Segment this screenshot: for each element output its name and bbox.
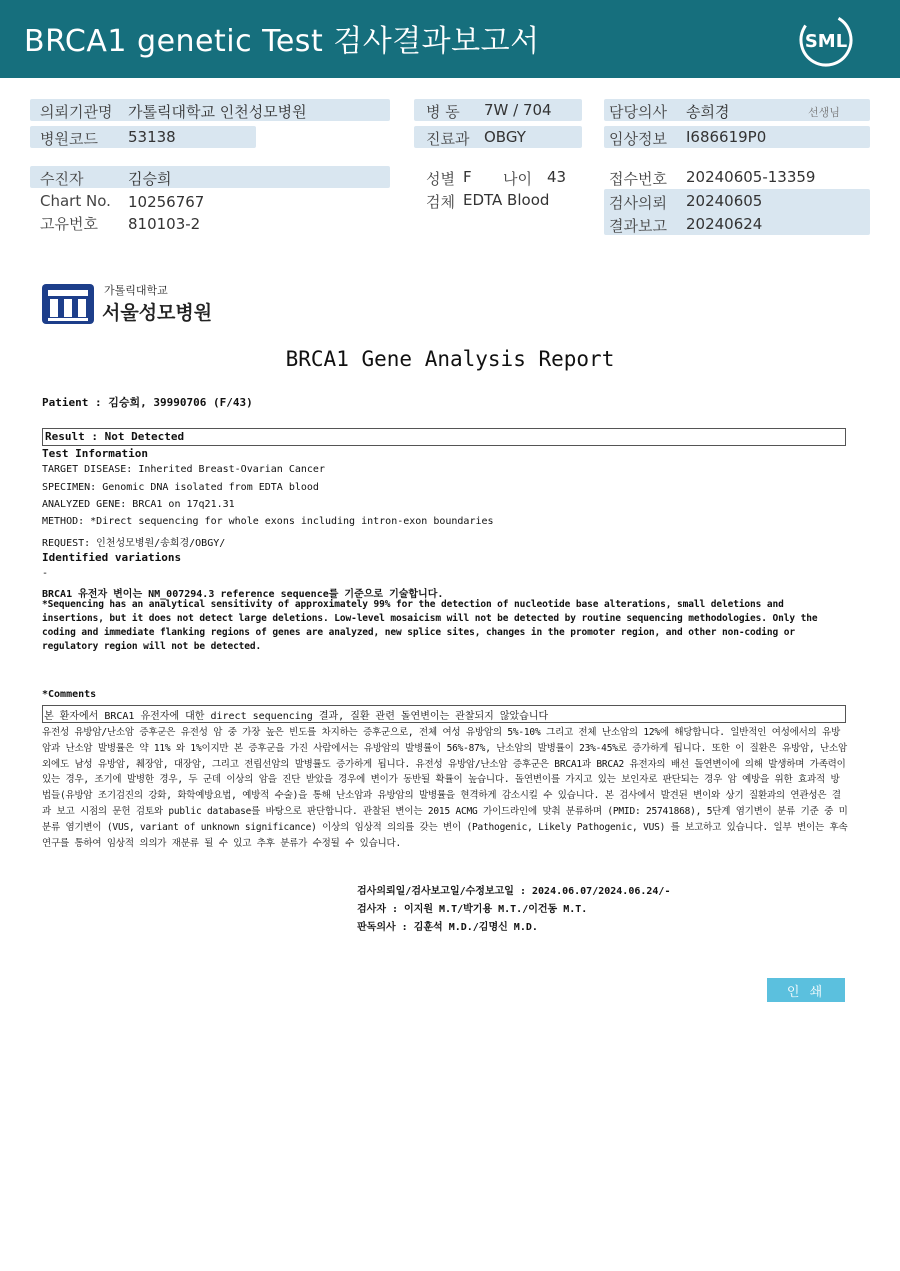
unique-label: 고유번호: [40, 215, 98, 233]
test-info-heading: Test Information: [42, 447, 148, 460]
hospital-logo-line2: 서울성모병원: [102, 302, 213, 324]
patient-bar: [30, 166, 390, 188]
hospital-logo-line1: 가톨릭대학교: [104, 284, 168, 297]
report-patient: Patient : 김승희, 39990706 (F/43): [42, 396, 253, 409]
reference-note: BRCA1 유전자 변이는 NM_007294.3 reference sequence를 기준으로 기술합니다.: [42, 589, 444, 600]
report-result: Result : Not Detected: [45, 430, 185, 443]
result-value: 20240624: [686, 215, 763, 233]
doctor-value: 송희경: [686, 103, 730, 121]
hospital-code-label: 병원코드: [40, 130, 98, 148]
doctor-label: 담당의사: [609, 103, 667, 121]
clinical-label: 임상정보: [609, 130, 667, 148]
hospital-code-value: 53138: [128, 128, 176, 146]
chart-value: 10256767: [128, 193, 205, 211]
identified-heading: Identified variations: [42, 551, 182, 564]
comments-heading: *Comments: [42, 689, 97, 700]
result-label: 결과보고: [609, 217, 667, 235]
specimen-line: SPECIMEN: Genomic DNA isolated from EDTA blood: [42, 482, 319, 493]
hospital-logo: [40, 280, 215, 328]
hospital-emblem-icon: [40, 282, 96, 326]
age-value: 43: [547, 168, 567, 186]
request-line: REQUEST: 인천성모병원/송희경/OBGY/: [42, 538, 226, 549]
comment-summary: 본 환자에서 BRCA1 유전자에 대한 direct sequencing 결과, 질환 관련 돌연변이는 관찰되지 않았습니다: [44, 711, 549, 722]
receipt-label: 접수번호: [609, 170, 667, 188]
identified-value: -: [42, 568, 49, 579]
page-header: [0, 0, 900, 78]
dept-value: OBGY: [484, 128, 526, 146]
analyzed-gene: ANALYZED GENE: BRCA1 on 17q21.31: [42, 499, 235, 510]
sex-value: F: [463, 168, 472, 186]
report-examiner: 검사자 : 이지원 M.T/박기용 M.T./이건동 M.T.: [357, 904, 588, 915]
ward-value: 7W / 704: [484, 101, 552, 119]
logo-text: SML: [804, 31, 848, 52]
chart-label: Chart No.: [40, 192, 111, 210]
clinical-value: I686619P0: [686, 128, 767, 146]
report-dates: 검사의뢰일/검사보고일/수정보고일 : 2024.06.07/2024.06.24/-: [357, 886, 671, 897]
ward-label: 병 동: [426, 103, 460, 121]
comment-body: 유전성 유방암/난소암 증후군은 유전성 암 중 가장 높은 빈도를 차지하는 증후군으로, 전체 여성 유방암의 5%-10% 그리고 전체 난소암의 12%에 해당합니다. 일반적인 여성에서의 유방암과 난소암 발병률은 약 11% 와 1%이지만 본 증후군을 가진 사람에서는 유방암의 발병률이 56%-87%, 난소암의 발병률이 23%-45%로 증가하게 됩니다. 또한 이 질환은 유방암, 난소암 외에도 남성 유방암, 췌장암, 대장암, 그리고 전립선암의 발병률도 증가하게 됩니다. 유전성 유방암/난소암 증후군은 BRCA1과 BRCA2 유전자의 배선 돌연변이에 의해 발생하며 가족력이 있는 경우, 조기에 발병한 경우, 두 군데 이상의 암을 진단 받았을 경우에 변이가 동반될 확률이 높습니다. 돌연변이를 가지고 있는 보인자로 판단되는 경우 암 예방을 위한 효과적 방법들(유방암 조기검진의 강화, 화학예방요법, 예방적 수술)을 통해 난소암과 유방암의 발병률을 현격하게 감소시킬 수 있습니다. 본 검사에서 발견된 변이와 상기 질환과의 연관성은 결과 보고 시점의 문헌 검토와 public database를 바탕으로 판단합니다. 관찰된 변이는 2015 ACMG 가이드라인에 맞춰 분류하며 (PMID: 25741868), 5단계 염기변이 분류 기준 중 미분류 염기변이 (VUS, variant of unknown significance) 이상의 임상적 의의를 갖는 변이 (Pathogenic, Likely Pathogenic, VUS) 를 보고하고 있습니다. 일부 변이는 후속 연구를 통하여 임상적 의의가 재분류 될 수 있고 추후 분류가 수정될 수 있습니다.: [42, 727, 848, 849]
patient-label: 수진자: [40, 170, 84, 188]
sex-label: 성별: [426, 170, 455, 188]
patient-value: 김승희: [128, 170, 172, 188]
sml-logo-icon: [798, 12, 854, 68]
sensitivity-note: *Sequencing has an analytical sensitivity of approximately 99% for the detection of nucleotide base alterations, small deletions and insertions, but it does not detect large deletions. Low-level mosaicism will not be detected by routine sequencing methodologies. Only the coding and immediate flanking regions of genes are analyzed, new splice sites, changes in the promoter region, and other non-coding or regulatory region will not be detected.: [42, 599, 818, 652]
institution-label: 의뢰기관명: [40, 103, 113, 121]
report-title: BRCA1 Gene Analysis Report: [285, 347, 615, 371]
method-line: METHOD: *Direct sequencing for whole exons including intron-exon boundaries: [42, 516, 494, 527]
request-value: 20240605: [686, 192, 763, 210]
page-title: BRCA1 genetic Test 검사결과보고서: [24, 24, 540, 59]
specimen-label: 검체: [426, 193, 455, 211]
receipt-value: 20240605-13359: [686, 168, 816, 186]
print-button[interactable]: 인 쇄: [767, 978, 845, 1002]
institution-value: 가톨릭대학교 인천성모병원: [128, 103, 307, 121]
target-disease: TARGET DISEASE: Inherited Breast-Ovarian Cancer: [42, 464, 325, 475]
dept-label: 진료과: [426, 130, 470, 148]
report-reader: 판독의사 : 김훈석 M.D./김명신 M.D.: [357, 922, 538, 933]
specimen-value: EDTA Blood: [463, 191, 550, 209]
unique-value: 810103-2: [128, 215, 201, 233]
age-label: 나이: [503, 170, 532, 188]
doctor-suffix: 선생님: [808, 106, 840, 119]
request-label: 검사의뢰: [609, 194, 667, 212]
